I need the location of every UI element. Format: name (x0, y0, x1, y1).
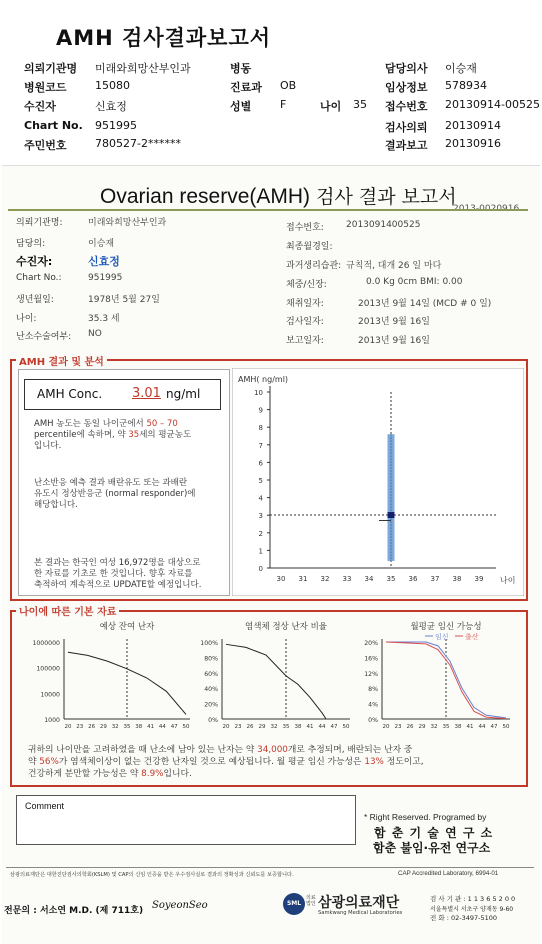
y-tick-label: 1 (258, 547, 263, 556)
info-value: 951995 (88, 273, 123, 283)
info-label: 보고일자: (286, 336, 324, 346)
y-tick-label: 100000 (36, 665, 60, 673)
info-label: 담당의: (16, 239, 46, 249)
info-label: 최종월경일: (286, 242, 333, 252)
text: 개로 추정되며, 배란되는 난자 중 (287, 745, 413, 755)
birth-pct: 8.9% (141, 769, 164, 779)
x-tick-label: 44 (318, 724, 326, 730)
header-label: 나이 (320, 100, 342, 113)
text: 정도이고, (386, 757, 424, 767)
address: 서울특별시 서초구 양재동 9-60 (430, 906, 514, 913)
amh-note-text (34, 558, 230, 591)
header-label: 병동 (230, 62, 252, 75)
text: 귀하의 나이만을 고려하였을 때 난소에 남아 있는 난자는 약 (28, 745, 255, 755)
y-tick-label: 8 (258, 424, 263, 433)
x-tick-label: 38 (294, 724, 302, 730)
x-tick-label: 20 (382, 724, 390, 730)
header-title: AMH 검사결과보고서 (56, 26, 272, 50)
y-tick-label: 100% (200, 640, 218, 647)
info-value: 0.0 Kg 0cm BMI: 0.00 (366, 277, 463, 287)
lab-code: 검 사 기 관 : 1 1 3 6 5 2 0 0 (430, 895, 516, 903)
x-tick-label: 30 (276, 575, 286, 583)
info-label: 채취일자: (286, 299, 324, 309)
info-value: 규칙적, 대개 26 일 마다 (346, 261, 442, 271)
header-label: 검사의뢰 (385, 121, 428, 134)
x-tick-label: 32 (430, 724, 438, 730)
info-label: 나이: (16, 314, 37, 324)
org-name: 삼광의료재단 (318, 895, 400, 911)
header-label: 진료과 (230, 81, 262, 94)
x-tick-label: 36 (408, 575, 418, 583)
header-label: 임상정보 (385, 81, 428, 94)
info-value: 2013091400525 (346, 220, 421, 230)
header-value: 20130916 (445, 137, 501, 150)
report-title-en: Ovarian reserve(AMH) (100, 185, 311, 208)
x-tick-label: 23 (394, 724, 402, 730)
x-tick-label: 29 (99, 724, 107, 730)
x-tick-label: 41 (306, 724, 314, 730)
credit-line-1: * Right Reserved. Programed by (364, 812, 487, 822)
y-tick-label: 0% (208, 717, 218, 724)
x-tick-label: 34 (364, 575, 374, 583)
pregnancy-pct: 13% (364, 757, 384, 767)
x-tick-label: 31 (298, 575, 308, 583)
info-label: 의뢰기관명: (16, 218, 63, 228)
y-tick-label: 8% (368, 686, 378, 694)
header-value: F (280, 98, 287, 111)
info-label: 수진자: (16, 255, 53, 268)
header-value: 이승재 (445, 62, 477, 75)
org-name-en: Samkwang Medical Laboratories (318, 910, 403, 916)
info-value: NO (88, 329, 102, 339)
y-tick-label: 16% (364, 655, 378, 663)
text: percentile에 속하며, 약 (34, 430, 126, 440)
chart-title: 월평균 임신 가능성 (410, 622, 482, 632)
header-label: 담당의사 (385, 62, 428, 75)
info-value: 2013년 9월 16일 (358, 317, 430, 327)
info-value: 이승재 (88, 239, 115, 249)
info-label: 생년월일: (16, 295, 54, 305)
y-tick-label: 20% (364, 640, 378, 647)
info-value: 2013년 9월 14일 (MCD # 0 일) (358, 299, 492, 309)
header-label: 주민번호 (24, 139, 67, 152)
y-tick-label: 7 (258, 441, 263, 450)
x-tick-label: 37 (430, 575, 440, 583)
x-tick-label: 29 (418, 724, 426, 730)
x-tick-label: 41 (147, 724, 155, 730)
text: 세의 평균농도 (139, 430, 192, 440)
certification-text: 삼광의료재단은 대한진단검사의학회(KSLM) 및 CAP의 신임 인증을 받은 우수검사실로 결과의 정확성과 신뢰도를 보증합니다. (10, 872, 294, 878)
x-tick-label: 44 (478, 724, 486, 730)
amh-chart (232, 368, 524, 596)
age-section-label: 나이에 따른 기본 자료 (16, 603, 119, 618)
mean-age: 35 (128, 430, 140, 440)
x-tick-label: 23 (234, 724, 242, 730)
amh-response-text (34, 478, 224, 511)
text: 축적하여 계속적으로 UPDATE할 예정입니다. (34, 580, 202, 590)
legend-label: 임신 (435, 633, 449, 641)
y-tick-label: 20% (204, 701, 218, 709)
normal-egg-chart (192, 617, 357, 735)
header-value: 20130914-00525 (445, 98, 540, 111)
x-tick-label: 41 (466, 724, 474, 730)
y-tick-label: 9 (258, 406, 263, 415)
text: 해당합니다. (34, 500, 78, 510)
signature: SoyeonSeo (152, 900, 208, 911)
y-tick-label: 4% (368, 701, 378, 709)
text: 건강하게 분만할 가능성은 약 (28, 769, 139, 779)
text: 입니다. (163, 769, 192, 779)
x-tick-label: 32 (270, 724, 278, 730)
x-tick-label: 38 (452, 575, 462, 583)
pregnancy-chart (350, 617, 520, 735)
legend-label: 출산 (465, 633, 479, 641)
text: 입니다. (34, 441, 62, 451)
header-value: 578934 (445, 79, 487, 92)
report-title-ko: 검사 결과 보고서 (310, 186, 457, 208)
text: AMH 농도는 동일 나이군에서 (34, 419, 144, 429)
credit-line-3: 함춘 불임·유전 연구소 (373, 841, 491, 855)
patient-name: 신효정 (88, 255, 120, 268)
text: 본 결과는 한국인 여성 16,972명을 대상으로 (34, 558, 201, 568)
header-label: 의뢰기관명 (24, 62, 78, 75)
header-value: 신효정 (95, 100, 127, 113)
header-label: Chart No. (24, 119, 83, 132)
normal-egg-line (226, 644, 326, 719)
chart-frame (232, 368, 524, 596)
amh-conc-label: AMH Conc. (37, 387, 103, 401)
header-value: 35 (353, 98, 367, 111)
y-axis-label: AMH( ng/ml) (238, 375, 289, 384)
info-label: 난소수술여부: (16, 332, 72, 342)
header-value: 15080 (95, 79, 130, 92)
y-tick-label: 5 (258, 477, 263, 485)
amh-percentile-text (34, 419, 224, 452)
y-tick-label: 80% (204, 655, 218, 663)
x-tick-label: 32 (320, 575, 330, 583)
credit-line-2: 함 춘 기 술 연 구 소 (374, 826, 494, 840)
signer: 전문의 : 서소연 M.D. (제 711호) (4, 906, 144, 916)
x-tick-label: 50 (342, 724, 350, 730)
eggs-chart (30, 617, 200, 735)
org-logo-text: SML (286, 900, 302, 907)
text: 가 염색체이상이 없는 건강한 난자일 것으로 예상됩니다. 월 평균 임신 가능성은 (58, 757, 362, 767)
y-tick-label: 10000 (40, 691, 60, 699)
normal-egg-pct: 56% (39, 757, 59, 767)
info-value: 2013년 9월 16일 (358, 336, 430, 346)
y-tick-label: 10 (254, 389, 263, 397)
patient-info-right (0, 0, 542, 345)
patient-point (388, 512, 395, 518)
y-tick-label: 4 (258, 494, 263, 503)
x-tick-label: 50 (182, 724, 190, 730)
y-tick-label: 12% (364, 670, 378, 678)
comment-label: Comment (25, 801, 65, 811)
header-label: 접수번호 (385, 100, 428, 113)
y-tick-label: 40% (204, 686, 218, 694)
amh-conc-box (24, 379, 221, 410)
x-tick-label: 33 (342, 575, 352, 583)
y-tick-label: 60% (204, 670, 218, 678)
chart-title: 염색체 정상 난자 비율 (244, 622, 328, 632)
y-tick-label: 2 (258, 529, 263, 538)
header-label: 병원코드 (24, 81, 67, 94)
x-tick-label: 47 (170, 724, 178, 730)
x-tick-label: 38 (454, 724, 462, 730)
y-tick-label: 6 (258, 459, 263, 468)
info-value: 35.3 세 (88, 314, 120, 324)
y-tick-label: 1000000 (32, 640, 60, 647)
age-summary (28, 744, 528, 780)
x-tick-label: 47 (490, 724, 498, 730)
x-tick-label: 35 (386, 575, 396, 583)
amh-section-label: AMH 결과 및 분석 (16, 353, 107, 368)
cap-accreditation: CAP Accredited Laboratory, 6994-01 (398, 870, 499, 877)
header-label: 수진자 (24, 100, 56, 113)
x-tick-label: 26 (88, 724, 96, 730)
chart-title: 예상 잔여 난자 (99, 622, 155, 632)
phone: 전 화 : 02-3497-5100 (430, 914, 497, 922)
org-logo (283, 893, 305, 915)
text: 난소반응 예측 결과 배란유도 또는 과배란 (34, 478, 188, 488)
y-tick-label: 0% (368, 717, 378, 724)
x-tick-label: 26 (246, 724, 254, 730)
info-value: 미래와희망산부인과 (88, 218, 167, 228)
percentile-range: 50 – 70 (146, 419, 178, 429)
org-small: 의료법인 (306, 895, 316, 907)
header-value: 951995 (95, 119, 137, 132)
y-tick-label: 3 (258, 512, 263, 521)
x-tick-label: 35 (123, 724, 131, 730)
x-tick-label: 38 (135, 724, 143, 730)
x-tick-label: 29 (258, 724, 266, 730)
x-tick-label: 20 (222, 724, 230, 730)
x-tick-label: 32 (111, 724, 119, 730)
header-value: 780527-2****** (95, 137, 181, 150)
x-tick-label: 35 (442, 724, 450, 730)
header-value: 20130914 (445, 119, 501, 132)
footer-rule (6, 867, 534, 868)
comment-box[interactable] (16, 795, 356, 845)
x-tick-label: 44 (158, 724, 166, 730)
text: 약 (28, 757, 37, 767)
info-label: 검사일자: (286, 317, 324, 327)
x-tick-label: 26 (406, 724, 414, 730)
info-value: 1978년 5월 27일 (88, 295, 160, 305)
info-label: 과거생리습관: (286, 261, 342, 271)
x-tick-label: 50 (502, 724, 510, 730)
header-label: 결과보고 (385, 139, 428, 152)
info-label: Chart No.: (16, 273, 62, 283)
x-tick-label: 39 (474, 575, 484, 583)
y-tick-label: 1000 (44, 717, 60, 724)
amh-conc-unit: ng/ml (166, 387, 201, 401)
text: 한 자료를 기초로 한 것입니다. 향후 자료를 (34, 569, 193, 579)
x-tick-label: 20 (64, 724, 72, 730)
x-tick-label: 35 (282, 724, 290, 730)
header-value: OB (280, 79, 297, 92)
header-label: 성별 (230, 100, 252, 113)
x-tick-label: 23 (76, 724, 84, 730)
remaining-eggs: 34,000 (257, 745, 288, 755)
text: 유도시 정상반응군 (normal responder)에 (34, 489, 196, 499)
x-axis-label: 나이 (500, 576, 516, 585)
y-tick-label: 0 (258, 565, 263, 573)
info-label: 접수번호: (286, 223, 324, 233)
amh-conc-value: 3.01 (132, 386, 161, 401)
header-value: 미래와희망산부인과 (95, 62, 191, 75)
x-tick-label: 47 (330, 724, 338, 730)
info-label: 체중/신장: (286, 280, 327, 290)
